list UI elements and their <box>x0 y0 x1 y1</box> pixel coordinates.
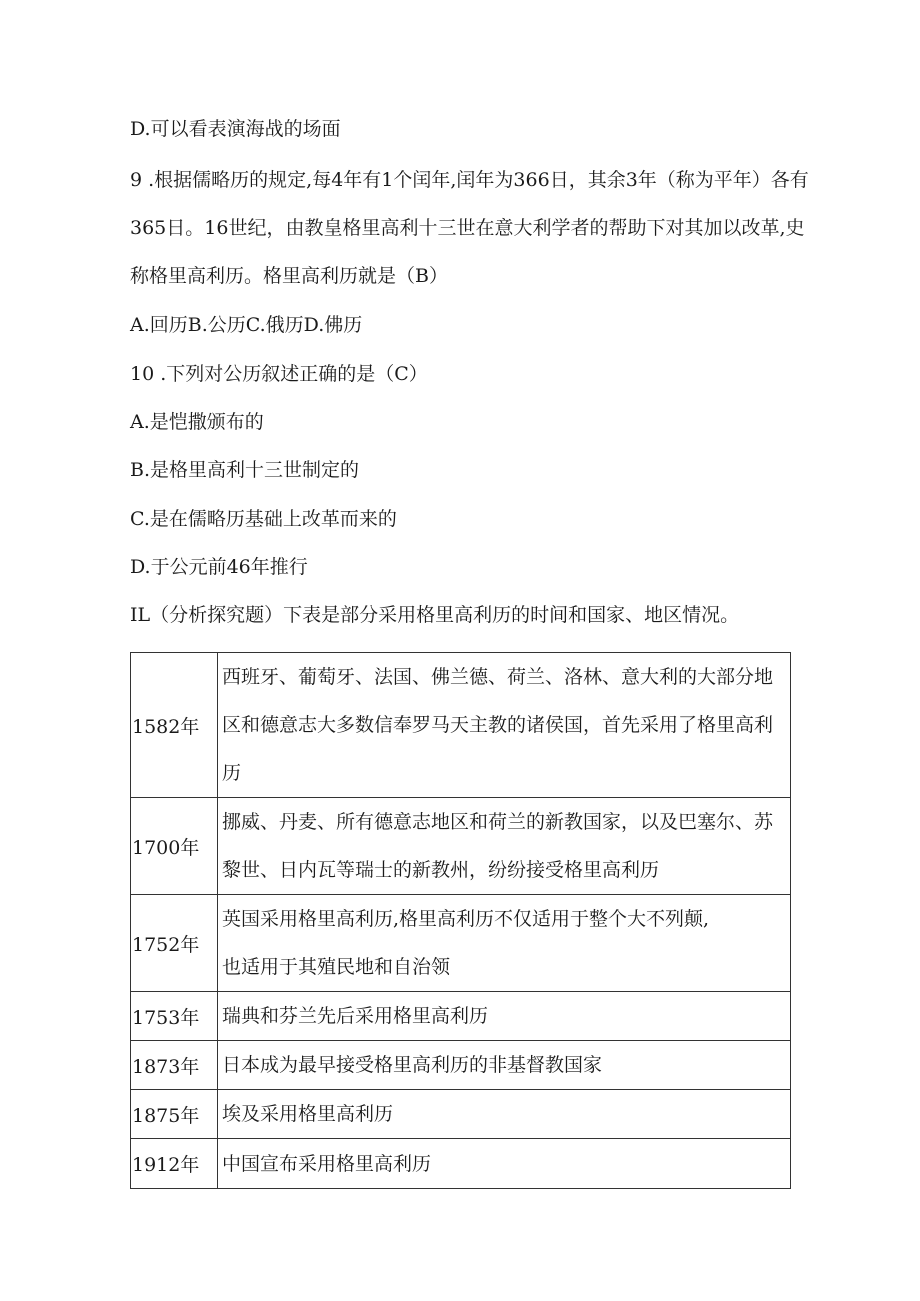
table-row <box>131 992 791 1041</box>
table-row <box>131 653 791 798</box>
year-cell: 1912年 <box>131 1139 218 1189</box>
year-cell: 1753年 <box>131 992 218 1041</box>
table-row <box>131 1041 791 1090</box>
description-cell: 英国采用格里高利历,格里高利历不仅适用于整个大不列颠,也适用于其殖民地和自治领 <box>218 895 791 992</box>
question-10-text: 10 .下列对公历叙述正确的是（C） <box>130 363 428 385</box>
year-cell: 1582年 <box>131 653 218 798</box>
description-cell: 中国宣布采用格里高利历 <box>218 1139 791 1189</box>
calendar-adoption-table <box>130 652 791 1189</box>
year-cell: 1752年 <box>131 895 218 992</box>
question-11-text: IL（分析探究题）下表是部分采用格里高利历的时间和国家、地区情况。 <box>130 604 740 626</box>
question-9-options: A.回历B.公历C.俄历D.佛历 <box>130 314 363 336</box>
table-row <box>131 798 791 895</box>
question-10-option-c: C.是在儒略历基础上改革而来的 <box>130 508 397 530</box>
question-10-option-b: B.是格里高利十三世制定的 <box>130 459 360 481</box>
question-10-option-a: A.是恺撒颁布的 <box>130 411 264 433</box>
question-9-text: 9 .根据儒略历的规定,每4年有1个闰年,闰年为366日，其余3年（称为平年）各有365日。16世纪，由教皇格里高利十三世在意大利学者的帮助下对其加以改革,史称格里高利历。格里高利历就是（B） <box>130 169 809 287</box>
year-cell: 1700年 <box>131 798 218 895</box>
table-row <box>131 895 791 992</box>
question-10-option-d: D.于公元前46年推行 <box>130 556 308 578</box>
description-cell: 日本成为最早接受格里高利历的非基督教国家 <box>218 1041 791 1090</box>
year-cell: 1875年 <box>131 1090 218 1139</box>
description-cell: 埃及采用格里高利历 <box>218 1090 791 1139</box>
description-cell: 瑞典和芬兰先后采用格里高利历 <box>218 992 791 1041</box>
table-row <box>131 1139 791 1189</box>
option-d-line: D.可以看表演海战的场面 <box>130 118 341 140</box>
table-row <box>131 1090 791 1139</box>
year-cell: 1873年 <box>131 1041 218 1090</box>
description-cell: 西班牙、葡萄牙、法国、佛兰德、荷兰、洛林、意大利的大部分地区和德意志大多数信奉罗马天主教的诸侯国，首先采用了格里高利历 <box>218 653 791 798</box>
description-cell: 挪威、丹麦、所有德意志地区和荷兰的新教国家，以及巴塞尔、苏黎世、日内瓦等瑞士的新教州，纷纷接受格里高利历 <box>218 798 791 895</box>
